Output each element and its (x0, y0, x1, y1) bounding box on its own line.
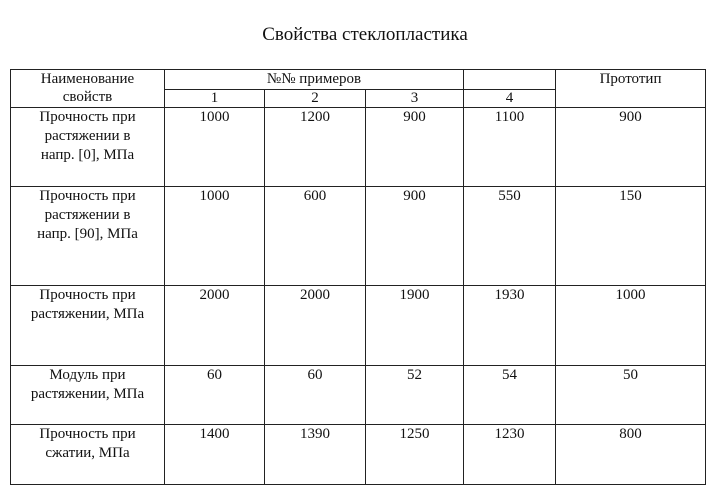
document-title: Свойства стеклопластика (262, 24, 468, 45)
value-cell: 52 (366, 366, 464, 425)
value-cell: 550 (464, 187, 556, 286)
header-cell-prototype: Прототип (556, 70, 706, 108)
value-cell: 1000 (165, 187, 265, 286)
header-example-number: 4 (464, 90, 556, 108)
property-name-line: Прочность при (39, 109, 136, 125)
property-name-cell (11, 187, 165, 286)
prototype-value-cell: 800 (556, 425, 706, 485)
value-cell: 2000 (265, 286, 366, 366)
header-example-number: 2 (265, 90, 366, 108)
value-cell: 1900 (366, 286, 464, 366)
value-cell: 2000 (165, 286, 265, 366)
property-name-line: напр. [0], МПа (40, 147, 135, 163)
property-name-cell (11, 108, 165, 187)
value-cell: 1230 (464, 425, 556, 485)
value-cell: 600 (265, 187, 366, 286)
header-row-top (11, 70, 706, 90)
property-name-line: Прочность при (39, 426, 136, 442)
header-example-number: 3 (366, 90, 464, 108)
value-cell: 60 (265, 366, 366, 425)
prototype-value-cell: 900 (556, 108, 706, 187)
table-row (11, 366, 706, 425)
table-row (11, 108, 706, 187)
property-name-line: растяжении, МПа (30, 386, 145, 402)
property-name-line: растяжении в (44, 207, 131, 223)
header-cell-empty (464, 70, 556, 90)
value-cell: 1250 (366, 425, 464, 485)
property-name-line: Модуль при (49, 367, 126, 383)
value-cell: 1400 (165, 425, 265, 485)
property-name-line: растяжении, МПа (30, 306, 145, 322)
value-cell: 900 (366, 187, 464, 286)
table-row (11, 187, 706, 286)
header-name-line: Наименование (40, 71, 135, 87)
value-cell: 1930 (464, 286, 556, 366)
value-cell: 1000 (165, 108, 265, 187)
properties-table (10, 69, 706, 485)
property-name-cell (11, 286, 165, 366)
table-row (11, 286, 706, 366)
value-cell: 1390 (265, 425, 366, 485)
property-name-line: напр. [90], МПа (37, 226, 138, 242)
value-cell: 54 (464, 366, 556, 425)
header-example-number: 1 (165, 90, 265, 108)
prototype-value-cell: 150 (556, 187, 706, 286)
header-cell-name (11, 70, 165, 108)
property-name-line: растяжении в (44, 128, 131, 144)
header-name-line: свойств (62, 89, 113, 105)
value-cell: 900 (366, 108, 464, 187)
property-name-cell (11, 425, 165, 485)
property-name-line: Прочность при (39, 188, 136, 204)
value-cell: 60 (165, 366, 265, 425)
prototype-value-cell: 1000 (556, 286, 706, 366)
prototype-value-cell: 50 (556, 366, 706, 425)
property-name-line: Прочность при (39, 287, 136, 303)
property-name-cell (11, 366, 165, 425)
table-row (11, 425, 706, 485)
value-cell: 1100 (464, 108, 556, 187)
header-cell-examples: №№ примеров (165, 70, 464, 90)
property-name-line: сжатии, МПа (45, 445, 130, 461)
value-cell: 1200 (265, 108, 366, 187)
